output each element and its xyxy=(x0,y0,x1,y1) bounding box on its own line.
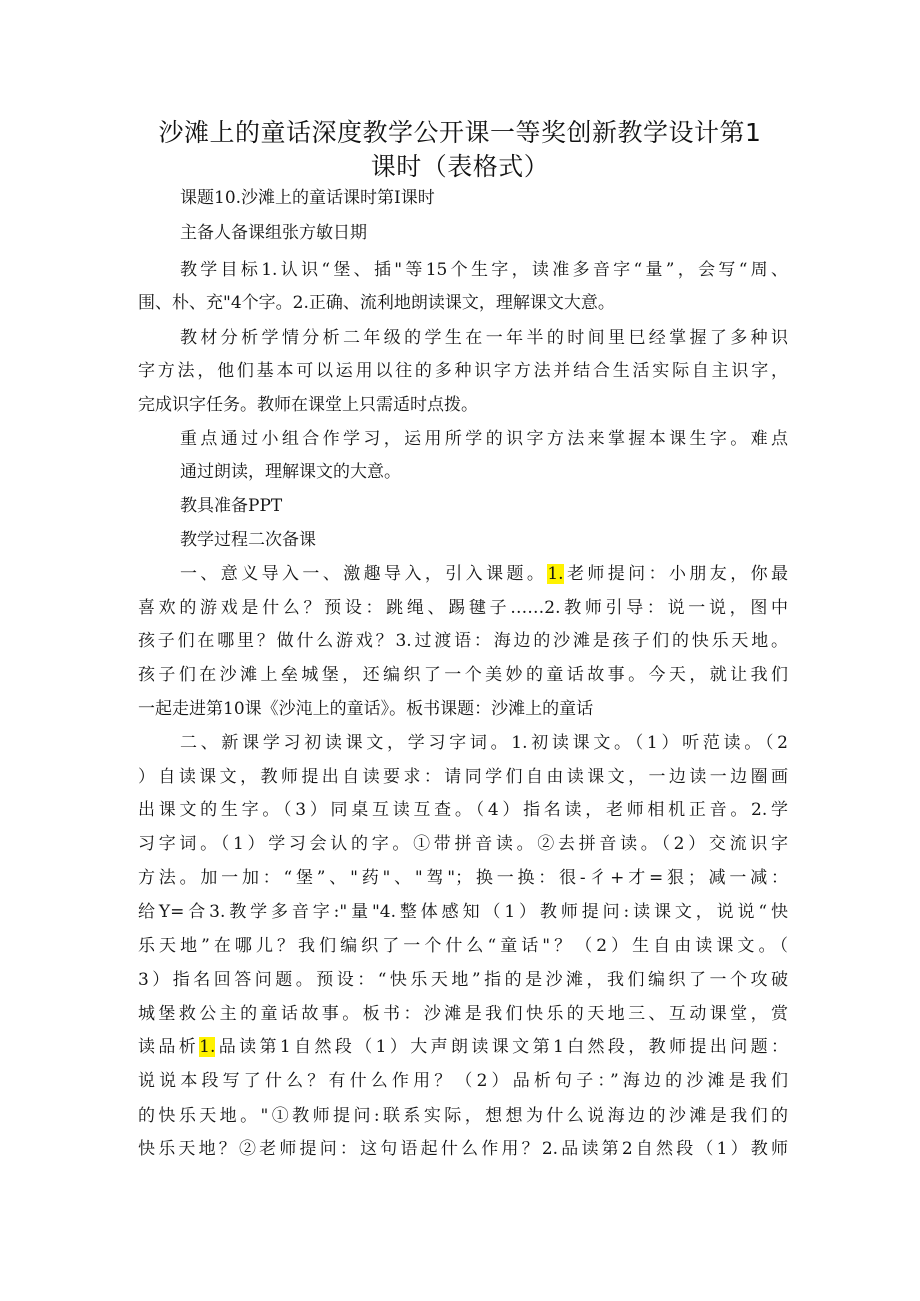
lesson-preparer: 主备人备课组张方敏日期 xyxy=(180,223,367,243)
analysis-line2: 字方法，他们基本可以运用以往的多种识字方法并结合生活实际自主识字， xyxy=(138,361,788,381)
section2-line6: 给Y=合3.教学多音字:"量"4.整体感知（1）教师提问:读课文，说说“快 xyxy=(138,902,788,922)
section2-line9: 城堡救公主的童话故事。板书：沙滩是我们快乐的天地三、互动课堂，赏 xyxy=(138,1004,788,1024)
section2-line4: 习字词。（1）学习会认的字。①带拼音读。②去拼音读。（2）交流识字 xyxy=(138,834,788,854)
lesson-topic: 课题10.沙滩上的童话课时第I课时 xyxy=(180,188,435,208)
keypoints-line2: 通过朗读，理解课文的大意。 xyxy=(180,462,401,482)
section1-line1 xyxy=(180,562,788,586)
section2-line10 xyxy=(138,1035,788,1059)
section2-line1: 二、新课学习初读课文，学习字词。1.初读课文。（1）听范读。（2 xyxy=(180,733,788,753)
section2-line11: 说说本段写了什么？有什么作用？（2）品析句子：”海边的沙滩是我们 xyxy=(138,1071,788,1091)
highlighted-number: 1. xyxy=(547,564,564,584)
section2-line3: 出课文的生字。（3）同桌互读互查。（4）指名读，老师相机正音。2.学 xyxy=(138,800,788,820)
section1-line2: 喜欢的游戏是什么？预设：跳绳、踢毽子……2.教师引导：说一说，图中 xyxy=(138,598,788,618)
paragraph1-reading: 品读第1自然段（1）大声朗读课文第1白然段，教师提出问题： xyxy=(215,1037,788,1057)
reading-analysis-label: 读品析 xyxy=(138,1037,200,1057)
section2-line7: 乐天地”在哪儿？我们编织了一个什么“童话"？（2）生自由读课文。（ xyxy=(138,936,788,956)
section2-line2: ）自读课文，教师提出自读要求：请同学们自由读课文，一边读一边圈画 xyxy=(138,767,788,787)
section1-question: 老师提问：小朋友，你最 xyxy=(563,564,789,584)
analysis-line3: 完成识字任务。教师在课堂上只需适时点拨。 xyxy=(138,395,478,415)
section1-intro: 一、意义导入一、激趣导入，引入课题。 xyxy=(180,564,548,584)
section1-line5: 一起走进第10课《沙沌上的童话》。板书课题：沙滩上的童话 xyxy=(138,699,594,719)
section2-line13: 快乐天地？②老师提问：这句语起什么作用？2.品读第2自然段（1）教师 xyxy=(138,1139,788,1159)
teaching-process-heading: 教学过程二次备课 xyxy=(180,530,316,550)
teaching-tools: 教具准备PPT xyxy=(180,496,283,516)
section2-line8: 3）指名回答问题。预设：“快乐天地”指的是沙滩，我们编织了一个攻破 xyxy=(138,970,788,990)
section2-line5: 方法。加一加：“堡”、"药"、"驾"；换一换：很-彳+才=狠；减一减： xyxy=(138,868,788,888)
section1-line3: 孩子们在哪里？做什么游戏？3.过渡语：海边的沙滩是孩子们的快乐天地。 xyxy=(138,631,788,651)
teaching-goal-line1: 教学目标1.认识“堡、插"等15个生字，读准多音字“量”，会写“周、 xyxy=(180,260,788,280)
section1-line4: 孩子们在沙滩上垒城堡，还编织了一个美妙的童话故事。今天，就让我们 xyxy=(138,665,788,685)
document-title-line1: 沙滩上的童话深度教学公开课一等奖创新教学设计第1 xyxy=(158,118,762,147)
teaching-goal-line2: 围、朴、充"4个字。2.正确、流利地朗读课文，理解课文大意。 xyxy=(138,293,615,313)
keypoints-line1: 重点通过小组合作学习，运用所学的识字方法来掌握本课生字。难点 xyxy=(180,429,788,449)
analysis-line1: 教材分析学情分析二年级的学生在一年半的时间里巳经掌握了多种识 xyxy=(180,328,788,348)
highlighted-number: 1. xyxy=(199,1037,216,1057)
document-title-line2: 课时（表格式） xyxy=(370,152,550,181)
section2-line12: 的快乐天地。"①教师提问:联系实际，想想为什么说海边的沙滩是我们的 xyxy=(138,1106,788,1126)
